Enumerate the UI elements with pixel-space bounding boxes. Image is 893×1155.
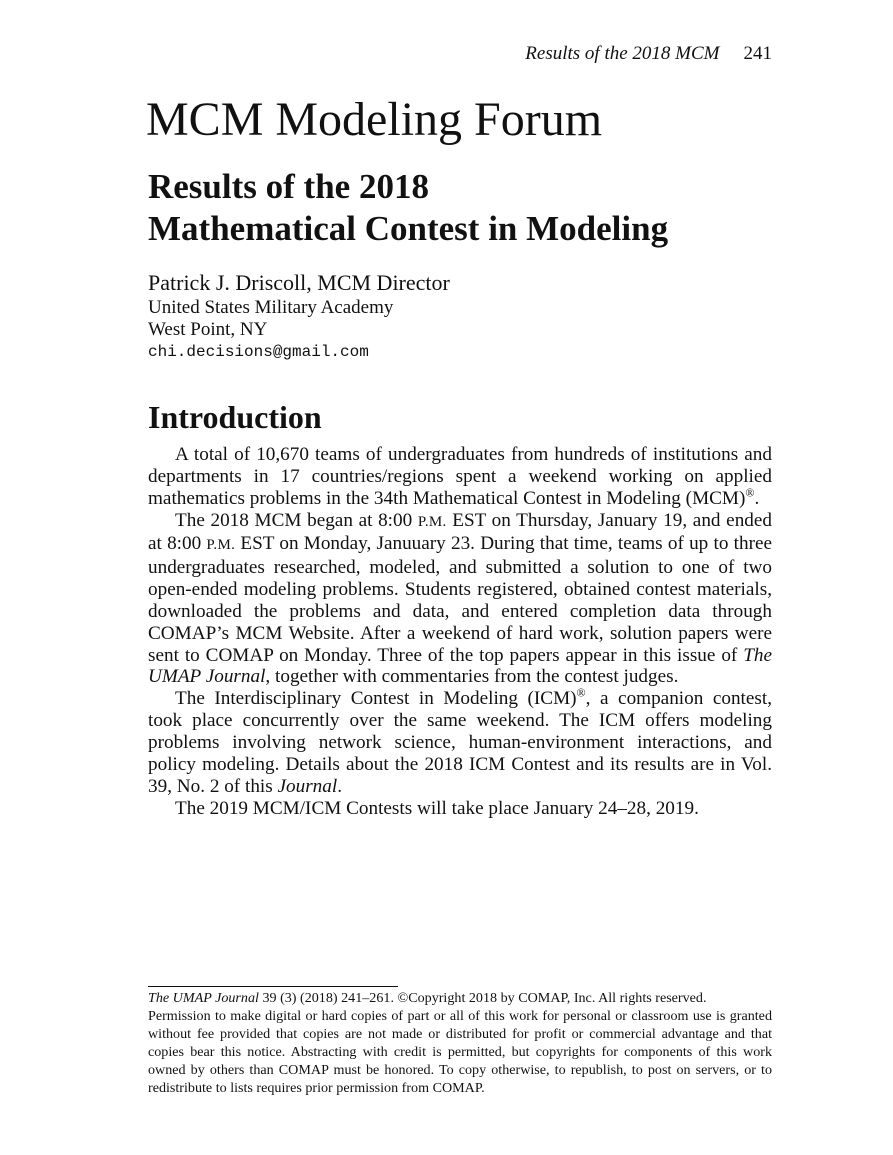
paragraph-3-part-b: , a companion contest, took place concurrently over the same weekend. The ICM offers modeling problems involving network science, human-environment interactions, and policy modeling. Details about the 2018 ICM Contest and its results are in Vol. 39, No. 2 of this xyxy=(148,688,772,797)
registered-mark: ® xyxy=(576,685,586,700)
paragraph-3-part-c: . xyxy=(337,775,343,797)
footnote-rule xyxy=(148,986,398,987)
author-email: chi.decisions@gmail.com xyxy=(148,343,369,361)
section-heading-introduction: Introduction xyxy=(148,399,322,435)
footnote-permission: Permission to make digital or hard copies of part or all of this work for personal or classroom use is granted without fee provided that copies are not made or distributed for profit or commercial advantage and that copies bear this notice. Abstracting with credit is permitted, but copyrights for components of this work owned by others than COMAP must be honored. To copy otherwise, to republish, to post on servers, or to redistribute to lists requires prior permission from COMAP. xyxy=(148,1008,772,1096)
author-name: Patrick J. Driscoll, MCM Director xyxy=(148,270,450,295)
pm-marker: P.M. xyxy=(206,537,236,554)
article-title xyxy=(148,166,788,250)
author-block xyxy=(148,269,768,363)
running-header xyxy=(148,42,772,66)
page-number: 241 xyxy=(743,43,772,64)
paragraph-2-part-b: EST on Thursday, January 19, and ended at 8:00 xyxy=(148,509,772,555)
article-title-line-1: Results of the 2018 xyxy=(148,167,429,206)
paragraph-3 xyxy=(148,685,772,797)
paragraph-2-part-d: , together with commentaries from the contest judges. xyxy=(265,666,679,688)
footnote-citation-text: 39 (3) (2018) 241–261. ©Copyright 2018 by COMAP, Inc. All rights reserved. xyxy=(258,990,707,1006)
introduction-body xyxy=(148,444,772,819)
footnote-citation xyxy=(148,989,772,1007)
pm-marker: P.M. xyxy=(417,513,447,530)
paragraph-2-part-c: EST on Monday, Januuary 23. During that time, teams of up to three undergraduates researched, modeled, and submitted a solution to one of two open-ended modeling problems. Students registered, obtained contest materials, downloaded the problems and data, and entered completion data through COMAP’s MCM Website. After a weekend of hard work, solution papers were sent to COMAP on Monday. Three of the top papers appear in this issue of xyxy=(148,533,772,666)
affiliation-institution: United States Military Academy xyxy=(148,297,394,318)
journal-name: The UMAP Journal xyxy=(148,644,772,688)
paragraph-1 xyxy=(148,444,772,510)
article-title-line-2: Mathematical Contest in Modeling xyxy=(148,209,669,248)
paragraph-2-part-a: The 2018 MCM began at 8:00 xyxy=(175,509,418,531)
journal-name: Journal xyxy=(277,775,338,797)
forum-title: MCM Modeling Forum xyxy=(146,93,603,146)
paragraph-4: The 2019 MCM/ICM Contests will take place January 24–28, 2019. xyxy=(175,797,699,819)
paragraph-3-part-a: The Interdisciplinary Contest in Modeling (ICM) xyxy=(175,688,577,710)
paragraph-2 xyxy=(148,510,772,689)
running-title: Results of the 2018 MCM xyxy=(525,43,720,64)
footnote-journal-name: The UMAP Journal xyxy=(148,990,259,1006)
paragraph-1-end: . xyxy=(754,487,760,509)
paragraph-1-text: A total of 10,670 teams of undergraduates from hundreds of institutions and departments in 17 countries/regions spent a weekend working on applied mathematics problems in the 34th Mathematical Contest in Modeling (MCM) xyxy=(148,444,772,509)
copyright-footnote xyxy=(148,989,772,1097)
affiliation-location: West Point, NY xyxy=(148,319,268,340)
registered-mark: ® xyxy=(745,485,755,500)
